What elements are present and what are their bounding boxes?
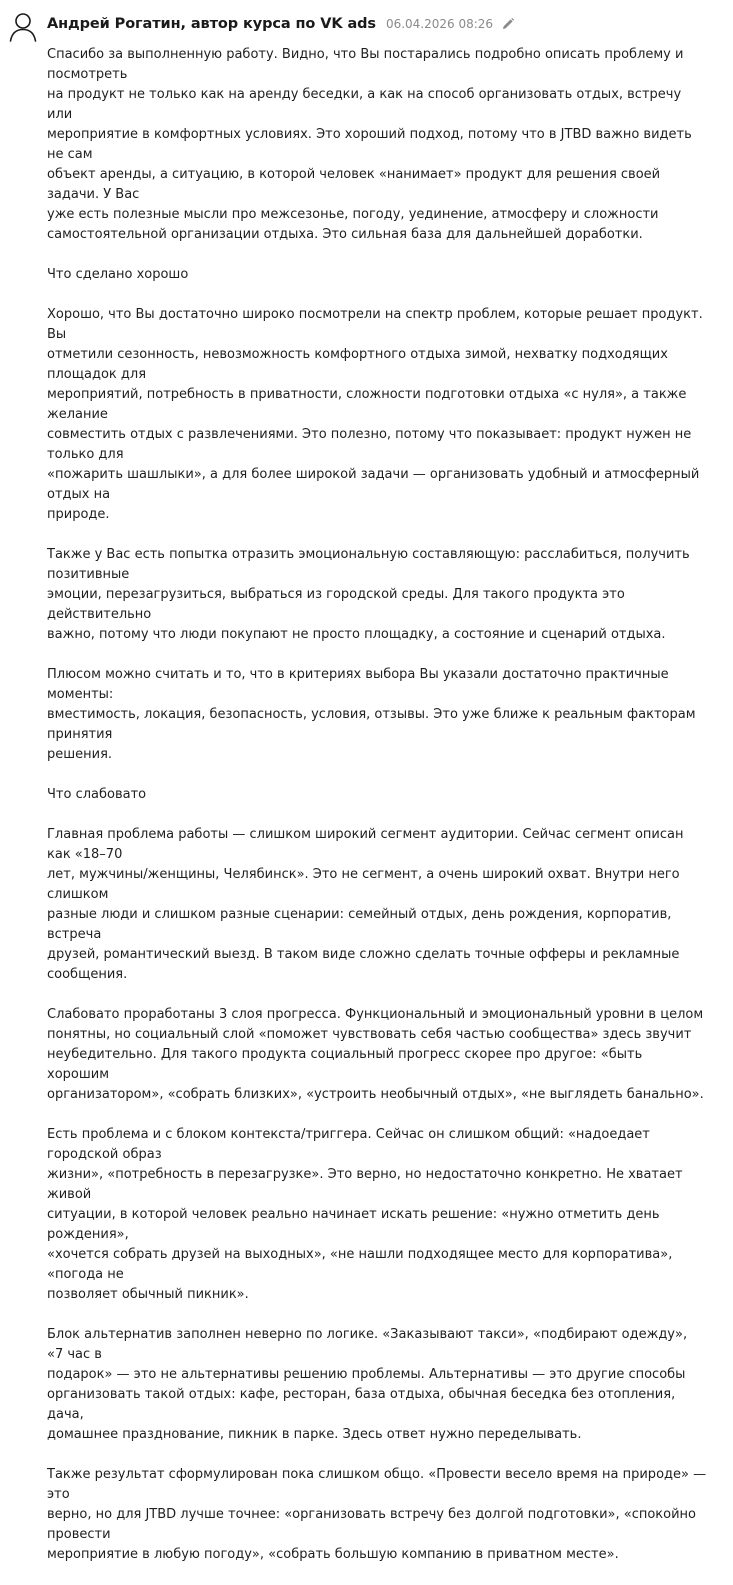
user-avatar-icon[interactable] [9,12,37,42]
paragraph-good-3: Плюсом можно считать и то, что в критериях выбора Вы указали достаточно практичные моменты: вместимость, локация, безопасность, условия, отзывы. Это уже ближе к реальным факторам принятия решения. [47,667,696,762]
comment-body [47,45,707,1585]
section-heading-good: Что сделано хорошо [47,267,189,282]
pencil-icon[interactable] [501,17,515,31]
paragraph-intro: Спасибо за выполненную работу. Видно, что Вы постарались подробно описать проблему и посмотреть на продукт не только как на аренду беседки, а как на способ организовать отдых, встречу или мероприятие в комфортных условиях. Это хороший подход, потому что в JTBD важно видеть не сам объект аренды, а ситуацию, в которой человек «нанимает» продукт для решения своей задачи. У Вас уже есть полезные мысли про межсезонье, погоду, уединение, атмосферу и сложности самостоятельной организации отдыха. Это сильная база для дальнейшей доработки. [47,47,692,242]
paragraph-weak-2: Слабовато проработаны 3 слоя прогресса. Функциональный и эмоциональный уровни в целом понятны, но социальный слой «поможет чувствовать себя частью сообщества» здесь звучит неубедительно. Для такого продукта социальный прогресс скорее про другое: «быть хорошим организатором», «собрать близких», «устроить необычный отдых», «не выглядеть банально». [47,1007,704,1102]
section-heading-weak: Что слабовато [47,787,147,802]
comment-datetime: 06.04.2026 08:26 [385,17,494,31]
paragraph-weak-5: Также результат сформулирован пока слишком общо. «Провести весело время на природе» — это верно, но для JTBD лучше точнее: «организовать встречу без долгой подготовки», «спокойно провести мероприятие в любую погоду», «собрать большую компанию в приватном месте». [47,1467,707,1562]
paragraph-good-2: Также у Вас есть попытка отразить эмоциональную составляющую: расслабиться, получить позитивные эмоции, перезагрузиться, выбраться из городской среды. Для такого продукта это действительно важно, потому что люди покупают не просто площадку, а состояние и сценарий отдыха. [47,547,690,642]
comment-header [47,13,515,35]
paragraph-weak-1: Главная проблема работы — слишком широкий сегмент аудитории. Сейчас сегмент описан как «18–70 лет, мужчины/женщины, Челябинск». Это не сегмент, а очень широкий охват. Внутри него слишком разные люди и слишком разные сценарии: семейный отдых, день рождения, корпоратив, встреча друзей, романтический выезд. В таком виде сложно сделать точные офферы и рекламные сообщения. [47,827,684,982]
author-name[interactable]: Андрей Рогатин, автор курса по VK ads [47,16,376,32]
paragraph-weak-3: Есть проблема и с блоком контекста/триггера. Сейчас он слишком общий: «надоедает городской образ жизни», «потребность в перезагрузке». Это верно, но недостаточно конкретно. Не хватает живой ситуации, в которой человек реально начинает искать решение: «нужно отметить день рождения», «хочется собрать друзей на выходных», «не нашли подходящее место для корпоратива», «погода не позволяет обычный пикник». [47,1127,683,1302]
paragraph-weak-4: Блок альтернатив заполнен неверно по логике. «Заказывают такси», «подбирают одежду», «7 час в подарок» — это не альтернативы решению проблемы. Альтернативы — это другие способы организовать такой отдых: кафе, ресторан, база отдыха, обычная беседка без отопления, дача, домашнее празднование, пикник в парке. Здесь ответ нужно переделывать. [47,1327,688,1442]
paragraph-good-1: Хорошо, что Вы достаточно широко посмотрели на спектр проблем, которые решает продукт. Вы отметили сезонность, невозможность комфортного отдыха зимой, нехватку подходящих площадок для мероприятий, потребность в приватности, сложности подготовки отдыха «с нуля», а также желание совместить отдых с развлечениями. Это полезно, потому что показывает: продукт нужен не только для «пожарить шашлыки», а для более широкой задачи — организовать удобный и атмосферный отдых на природе. [47,307,703,522]
